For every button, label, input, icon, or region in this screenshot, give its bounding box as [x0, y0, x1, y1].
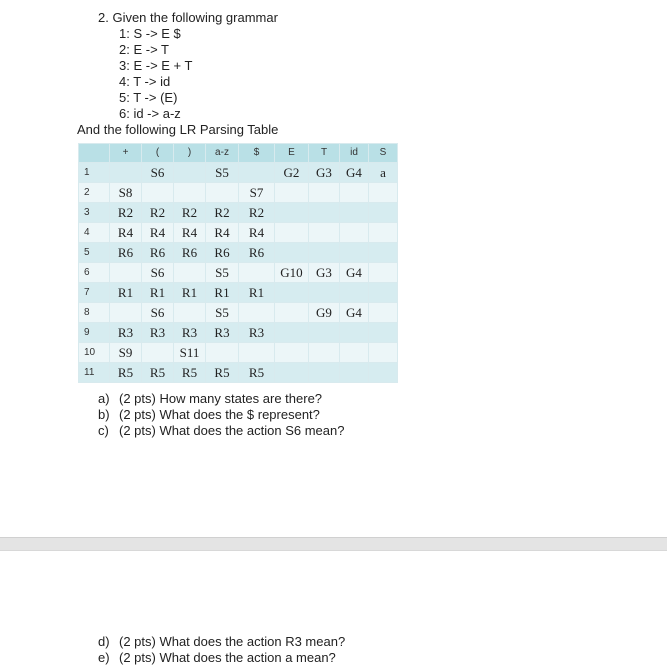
action-cell: R5: [239, 363, 275, 383]
action-cell: [239, 263, 275, 283]
header-cell: $: [239, 144, 275, 163]
action-cell: [309, 323, 340, 343]
question-text: (2 pts) What does the action R3 mean?: [119, 634, 346, 649]
action-cell: S6: [142, 263, 174, 283]
action-cell: [340, 343, 369, 363]
action-cell: [275, 343, 309, 363]
action-cell: R1: [142, 283, 174, 303]
action-cell: [340, 223, 369, 243]
header-cell: +: [110, 144, 142, 163]
action-cell: [369, 203, 398, 223]
action-cell: R4: [110, 223, 142, 243]
table-row: [79, 183, 398, 203]
action-cell: [174, 163, 206, 183]
action-cell: [340, 363, 369, 383]
question-text: (2 pts) What does the $ represent?: [119, 407, 320, 422]
action-cell: R2: [142, 203, 174, 223]
grammar-rule: 2: E -> T: [119, 42, 169, 57]
action-cell: R6: [206, 243, 239, 263]
question-text: (2 pts) How many states are there?: [119, 391, 323, 406]
header-cell: S: [369, 144, 398, 163]
action-cell: [309, 343, 340, 363]
action-cell: [309, 183, 340, 203]
action-cell: [340, 283, 369, 303]
table-row: [79, 283, 398, 303]
action-cell: [340, 243, 369, 263]
action-cell: [369, 243, 398, 263]
question-label: d): [98, 634, 110, 649]
action-cell: R2: [174, 203, 206, 223]
action-cell: [340, 203, 369, 223]
state-number: 4: [79, 223, 110, 243]
action-cell: S6: [142, 163, 174, 183]
action-cell: [340, 323, 369, 343]
action-cell: [174, 263, 206, 283]
action-cell: [275, 323, 309, 343]
question-label: c): [98, 423, 109, 438]
action-cell: R6: [110, 243, 142, 263]
action-cell: [275, 223, 309, 243]
action-cell: R3: [142, 323, 174, 343]
state-number: 9: [79, 323, 110, 343]
header-cell: ): [174, 144, 206, 163]
question-label: b): [98, 407, 110, 422]
action-cell: [309, 203, 340, 223]
action-cell: R3: [206, 323, 239, 343]
action-cell: G2: [275, 163, 309, 183]
action-cell: [369, 323, 398, 343]
action-cell: S7: [239, 183, 275, 203]
state-number: 2: [79, 183, 110, 203]
action-cell: [239, 343, 275, 363]
action-cell: [275, 283, 309, 303]
header-cell-corner: [79, 144, 110, 163]
action-cell: R5: [206, 363, 239, 383]
header-cell: T: [309, 144, 340, 163]
table-header-row: [79, 144, 398, 163]
action-cell: R6: [239, 243, 275, 263]
header-cell: a-z: [206, 144, 239, 163]
action-cell: R5: [142, 363, 174, 383]
action-cell: [369, 283, 398, 303]
action-cell: [369, 263, 398, 283]
action-cell: [309, 243, 340, 263]
action-cell: [174, 303, 206, 323]
action-cell: S8: [110, 183, 142, 203]
question-b: [98, 407, 344, 423]
action-cell: [110, 163, 142, 183]
action-cell: R3: [174, 323, 206, 343]
action-cell: S5: [206, 163, 239, 183]
action-cell: R6: [142, 243, 174, 263]
action-cell: [369, 343, 398, 363]
action-cell: R3: [239, 323, 275, 343]
table-row: [79, 363, 398, 383]
state-number: 1: [79, 163, 110, 183]
action-cell: S9: [110, 343, 142, 363]
action-cell: [369, 363, 398, 383]
action-cell: [275, 363, 309, 383]
table-row: [79, 223, 398, 243]
table-row: [79, 163, 398, 183]
action-cell: [369, 303, 398, 323]
action-cell: R2: [206, 203, 239, 223]
action-cell: [369, 183, 398, 203]
action-cell: [275, 183, 309, 203]
action-cell: S6: [142, 303, 174, 323]
action-cell: R5: [174, 363, 206, 383]
state-number: 6: [79, 263, 110, 283]
action-cell: G9: [309, 303, 340, 323]
action-cell: [309, 283, 340, 303]
grammar-rule: 3: E -> E + T: [119, 58, 193, 73]
action-cell: S11: [174, 343, 206, 363]
action-cell: G3: [309, 263, 340, 283]
action-cell: [142, 343, 174, 363]
table-row: [79, 303, 398, 323]
action-cell: R2: [239, 203, 275, 223]
problem-heading: 2. Given the following grammar: [98, 10, 278, 25]
state-number: 11: [79, 363, 110, 383]
state-number: 3: [79, 203, 110, 223]
action-cell: [309, 363, 340, 383]
action-cell: R2: [110, 203, 142, 223]
state-number: 10: [79, 343, 110, 363]
action-cell: R4: [174, 223, 206, 243]
action-cell: [206, 343, 239, 363]
header-cell: id: [340, 144, 369, 163]
table-row: [79, 203, 398, 223]
state-number: 8: [79, 303, 110, 323]
grammar-rule: 5: T -> (E): [119, 90, 178, 105]
action-cell: G4: [340, 163, 369, 183]
action-cell: [110, 263, 142, 283]
questions-part-1: [98, 391, 344, 439]
question-text: (2 pts) What does the action S6 mean?: [119, 423, 345, 438]
grammar-rule: 6: id -> a-z: [119, 106, 181, 121]
action-cell: R3: [110, 323, 142, 343]
grammar-rules: [119, 26, 192, 122]
action-cell: G4: [340, 263, 369, 283]
grammar-rule: 1: S -> E $: [119, 26, 181, 41]
header-cell: (: [142, 144, 174, 163]
table-intro: And the following LR Parsing Table: [77, 122, 279, 137]
question-c: [98, 423, 344, 439]
table-row: [79, 263, 398, 283]
action-cell: G10: [275, 263, 309, 283]
state-number: 5: [79, 243, 110, 263]
action-cell: R4: [142, 223, 174, 243]
lr-parsing-table: [78, 143, 398, 383]
action-cell: [239, 303, 275, 323]
action-cell: [340, 183, 369, 203]
table-row: [79, 243, 398, 263]
action-cell: [110, 303, 142, 323]
action-cell: R1: [110, 283, 142, 303]
question-e: [98, 650, 345, 666]
action-cell: R1: [206, 283, 239, 303]
action-cell: a: [369, 163, 398, 183]
action-cell: [142, 183, 174, 203]
questions-part-2: [98, 634, 345, 666]
action-cell: [275, 303, 309, 323]
table-row: [79, 343, 398, 363]
action-cell: G3: [309, 163, 340, 183]
action-cell: S5: [206, 303, 239, 323]
action-cell: R6: [174, 243, 206, 263]
action-cell: [206, 183, 239, 203]
header-cell: E: [275, 144, 309, 163]
grammar-rule: 4: T -> id: [119, 74, 171, 89]
action-cell: R4: [206, 223, 239, 243]
action-cell: R1: [239, 283, 275, 303]
action-cell: G4: [340, 303, 369, 323]
question-label: a): [98, 391, 110, 406]
question-a: [98, 391, 344, 407]
action-cell: R5: [110, 363, 142, 383]
table-row: [79, 323, 398, 343]
question-label: e): [98, 650, 110, 665]
action-cell: R4: [239, 223, 275, 243]
action-cell: R1: [174, 283, 206, 303]
page-divider: [0, 537, 667, 551]
action-cell: [369, 223, 398, 243]
action-cell: [174, 183, 206, 203]
action-cell: [275, 203, 309, 223]
action-cell: [239, 163, 275, 183]
action-cell: S5: [206, 263, 239, 283]
action-cell: [309, 223, 340, 243]
action-cell: [275, 243, 309, 263]
state-number: 7: [79, 283, 110, 303]
question-text: (2 pts) What does the action a mean?: [119, 650, 336, 665]
question-d: [98, 634, 345, 650]
